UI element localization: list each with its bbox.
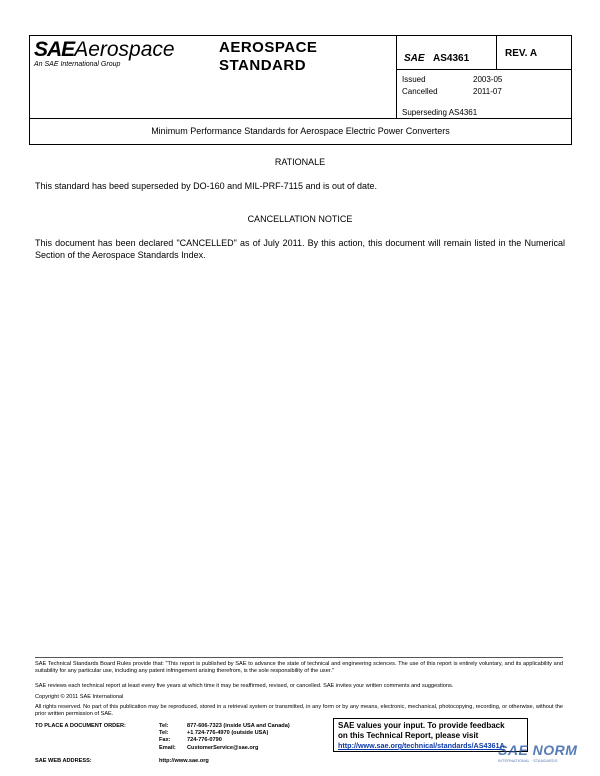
web-address-label: SAE WEB ADDRESS: [35, 758, 92, 764]
sae-aerospace-logo [34, 38, 175, 62]
sae-small-logo: SAE [404, 53, 425, 64]
issued-value: 2003-05 [473, 75, 503, 84]
standard-type-title [219, 39, 317, 75]
web-address-link[interactable]: http://www.sae.org [159, 758, 209, 764]
contact-label: Tel: [159, 730, 169, 737]
contact-value: +1 724-776-4970 (outside USA) [187, 730, 269, 737]
copyright-text: Copyright © 2011 SAE International [35, 694, 124, 700]
board-rules-text: SAE Technical Standards Board Rules provide that: "This report is published by SAE to advance the state of technical and engineering sciences. The use of this report is entirely voluntary, and its applicability and suitability for any particular use, including any patent infringement arising therefrom, is the sole responsibility of the user." [35, 661, 563, 675]
cancelled-value: 2011-07 [473, 87, 502, 96]
contact-row [159, 737, 329, 744]
contact-list [159, 723, 329, 752]
title-line-2: STANDARD [219, 57, 307, 74]
document-title: Minimum Performance Standards for Aerospace Electric Power Converters [151, 126, 450, 136]
feedback-line-1: SAE values your input. To provide feedback [338, 721, 505, 730]
cancellation-notice-heading: CANCELLATION NOTICE [247, 214, 353, 224]
cancelled-label: Cancelled [402, 87, 438, 96]
contact-row [159, 745, 329, 752]
contact-value: 877-606-7323 (inside USA and Canada) [187, 723, 290, 729]
contact-value: 724-776-0790 [187, 737, 222, 744]
logo-sae-text: SAE [34, 38, 75, 61]
rights-text: All rights reserved. No part of this publication may be reproduced, stored in a retrieval system or transmitted, in any form or by any means, electronic, mechanical, photocopying, recording, or otherwise, without the prior written permission of SAE. [35, 704, 563, 718]
superseding-text: Superseding AS4361 [402, 108, 478, 117]
title-line-1: AEROSPACE [219, 39, 318, 56]
revision-label: REV. A [505, 48, 538, 59]
contact-row [159, 730, 329, 737]
feedback-line-2: on this Technical Report, please visit [338, 731, 479, 740]
watermark-text: SAE NORM [498, 742, 578, 758]
logo-tagline: An SAE International Group [34, 61, 121, 68]
logo-aerospace-text: Aerospace [74, 38, 175, 61]
contact-label: Fax: [159, 737, 171, 744]
review-text: SAE reviews each technical report at least every five years at which time it may be reaffirmed, revised, or cancelled. SAE invites your written comments and suggestions. [35, 683, 454, 689]
contact-email-link[interactable]: CustomerService@sae.org [187, 744, 259, 751]
cancellation-notice-text: This document has been declared "CANCELLED" as of July 2011. By this action, this document will remain listed in the Numerical Section of the Aerospace Standards Index. [35, 238, 565, 260]
watermark-subtext: INTERNATIONAL · STANDARDS [498, 758, 558, 763]
doc-number: AS4361 [433, 53, 470, 64]
contact-label: Email: [159, 744, 176, 751]
order-label: TO PLACE A DOCUMENT ORDER: [35, 723, 126, 729]
sae-norm-watermark [498, 742, 598, 774]
doc-number-cell [404, 48, 469, 66]
rationale-heading: RATIONALE [274, 157, 326, 167]
rationale-text: This standard has beed superseded by DO-160 and MIL-PRF-7115 and is out of date. [35, 181, 378, 191]
feedback-link[interactable]: http://www.sae.org/technical/standards/AS4361A [338, 741, 505, 750]
contact-label: Tel: [159, 723, 169, 729]
footer-divider [35, 657, 563, 658]
contact-row [159, 723, 329, 730]
issued-label: Issued [402, 75, 426, 84]
